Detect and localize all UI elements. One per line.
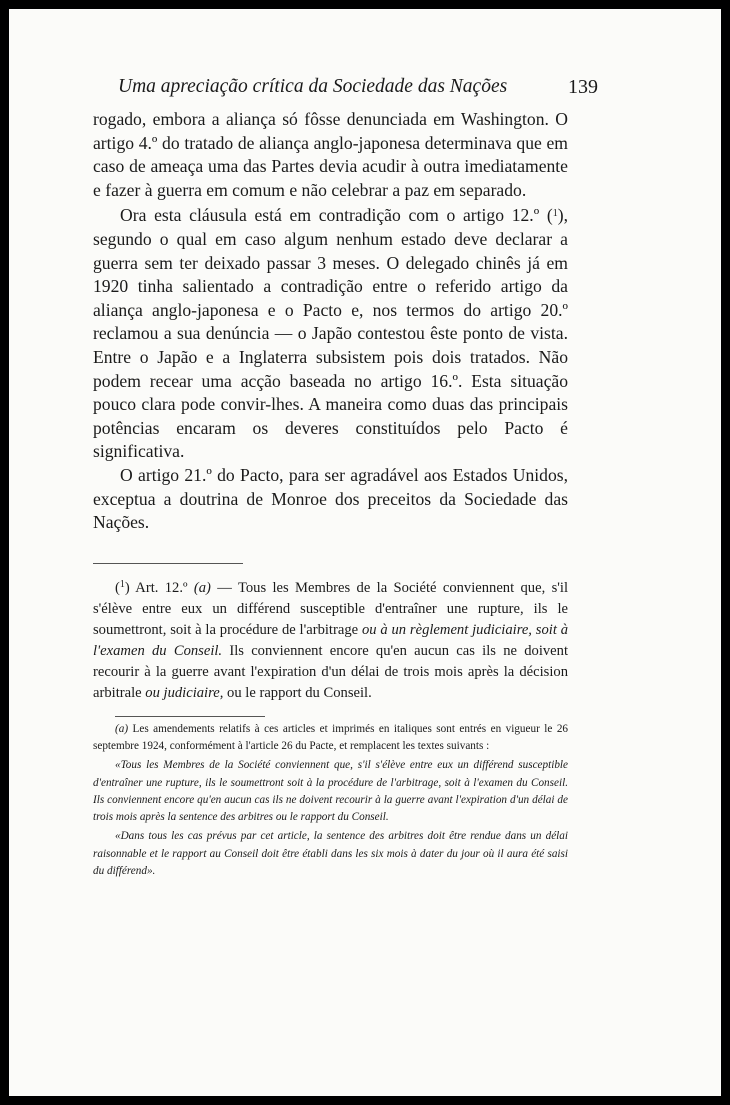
subnote-text: Les amendements relatifs à ces articles et imprimés en italiques sont entrés en vigueur le 26 septembre 1924, conformément à l'article 26 du Pacte, et remplacent les textes suivants : [93, 722, 569, 752]
footnote-reference: 1 [552, 208, 558, 220]
amendment-note [93, 721, 568, 881]
footnote-text-3: ou le rapport du Conseil. [227, 684, 372, 701]
footnote-marker: 1 [119, 578, 125, 590]
paragraph-2-rest: ), segundo o qual em caso algum nenhum estado deve declarar a guerra sem ter deixado passar 3 meses. O delegado chinês já em 1920 tinha salientado a contradição entre o referido artigo da aliança anglo-japonesa e o Pacto e, nos termos do artigo 20.º reclamou a sua denúncia — o Japão contestou êste ponto de vista. Entre o Japão e a Inglaterra subsistem pois dois tratados. Não podem recear uma acção baseada no artigo 16.º. Esta situação pouco clara pode convir-lhes. A maneira como duas das principais potências encaram os deveres constituídos pelo Pacto é significativa. [93, 205, 568, 462]
footnote-italic-1: ou à un règlement judiciaire, soit à l'examen du Conseil. [93, 621, 569, 659]
footnote-1: ($^1$) Art. 12.º (a) — Tous les Membres de la Société conviennent que, s'il s'élève entre eux un différend susceptible d'entraîner une rupture, ils le soumettront, soit à la procédure de l'arbitrage ou à un règlement judiciaire, soit à l'examen du Conseil. Ils conviennent encore qu'en aucun cas ils ne doivent recourir à la guerre avant l'expiration d'un délai de trois mois après la décision arbitrale ou judiciaire, ou le rapport du Conseil. [93, 578, 569, 701]
subnote-quote-1: «Tous les Membres de la Société conviennent que, s'il s'élève entre eux un différend susceptible d'entraîner une rupture, ils le soumettront soit à la procédure de l'arbitrage, soit à l'examen du Conseil. Ils conviennent encore qu'en aucun cas ils ne doivent recourir à la guerre avant l'expiration d'un délai de trois mois après la sentence des arbitres ou le rapport du Conseil. [93, 759, 568, 824]
footnote-separator [93, 563, 243, 564]
footnote-article-ref: Art. 12.º [135, 579, 188, 596]
paragraph-2 [93, 202, 568, 464]
paragraph-1: rogado, embora a aliança só fôsse denunciada em Washington. O artigo 4.º do tratado de aliança anglo-japonesa determinava que em caso de ameaça uma das Partes devia acudir à outra imediatamente e fazer à guerra em comum e não celebrar a paz em separado. [93, 109, 568, 200]
running-title: Uma apreciação crítica da Sociedade das Nações [118, 76, 508, 97]
footnote-italic-2: ou judiciaire, [145, 684, 224, 701]
subnote-separator [115, 716, 265, 717]
paragraph-3: O artigo 21.º do Pacto, para ser agradável aos Estados Unidos, exceptua a doutrina de Monroe dos preceitos da Sociedade das Nações. [93, 464, 568, 533]
running-header [93, 74, 598, 108]
main-text [93, 108, 568, 535]
subnote-mark: (a) [115, 722, 129, 735]
book-page [93, 74, 598, 880]
subnote-quote-2: «Dans tous les cas prévus par cet article, la sentence des arbitres doit être rendue dans un délai raisonnable et le rapport au Conseil doit être établi dans les six mois à dater du jour où il aura été saisi du différend». [93, 830, 568, 878]
paragraph-2-start: Ora esta cláusula está em contradição com o artigo 12.º ( [120, 205, 553, 226]
page-number: 139 [568, 76, 598, 98]
amendment-mark: (a) [193, 579, 211, 596]
footnote-text-1: — Tous les Membres de la Société conviennent que, s'il s'élève entre eux un différend susceptible d'entraîner une rupture, ils le soumettront, soit à la procédure de l'arbitrage [93, 579, 569, 638]
footnote-text-2: Ils conviennent encore qu'en aucun cas ils ne doivent recourir à la guerre avant l'expiration d'un délai de trois mois après la décision arbitrale [93, 642, 569, 701]
